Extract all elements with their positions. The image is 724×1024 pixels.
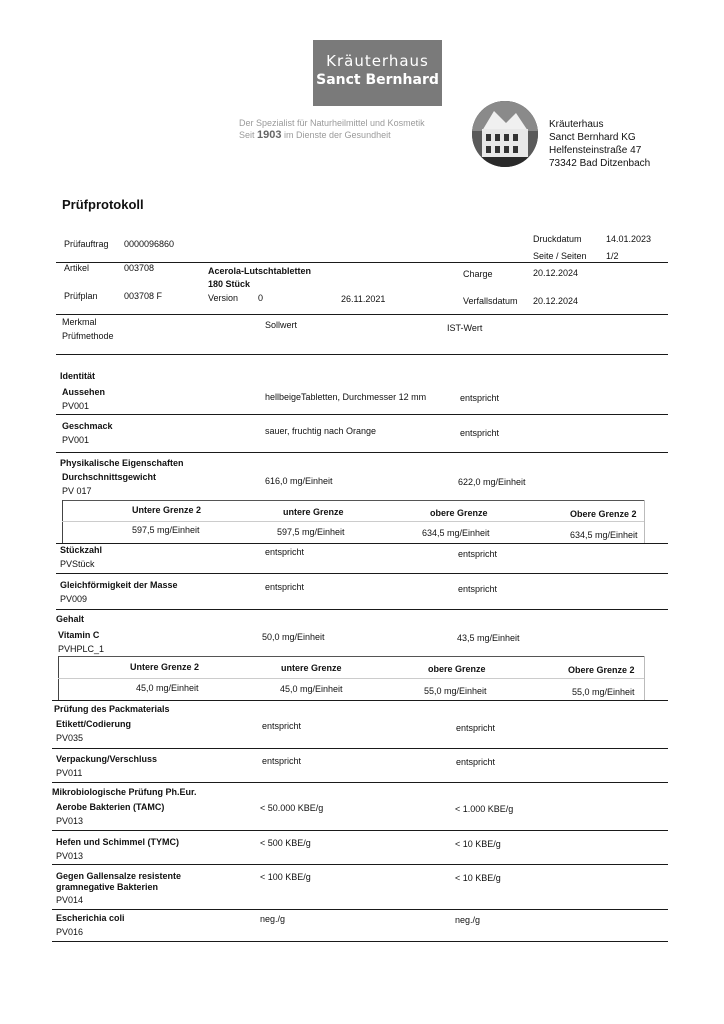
limits-vitc-v1: 45,0 mg/Einheit: [136, 683, 199, 693]
etikett-ist: entspricht: [456, 723, 496, 733]
geschmack-ist: entspricht: [460, 428, 500, 438]
gleichfoermigkeit-method: PV009: [60, 594, 88, 604]
tagline-line-1: Der Spezialist für Naturheilmittel und Kosmetik: [239, 118, 425, 128]
tymc-name: Hefen und Schimmel (TYMC): [56, 837, 180, 847]
product-name-2: 180 Stück: [208, 279, 251, 289]
gleichfoermigkeit-soll: entspricht: [265, 582, 305, 592]
charge-value: 20.12.2024: [533, 268, 579, 278]
vitamin-c-soll: 50,0 mg/Einheit: [262, 632, 325, 642]
tagline-line-2: [239, 129, 391, 141]
logo-line-1: Kräuterhaus: [326, 52, 429, 70]
stueckzahl-ist: entspricht: [458, 549, 498, 559]
tamc-method: PV013: [56, 816, 84, 826]
limits-gewicht-v1: 597,5 mg/Einheit: [132, 525, 200, 535]
divider-gleichfoermigkeit: [56, 609, 668, 610]
tagline-year: 1903: [257, 129, 282, 141]
limits-vitc-mid: [58, 678, 644, 679]
ecoli-method: PV016: [56, 927, 84, 937]
tymc-ist: < 10 KBE/g: [455, 839, 501, 849]
divider-aussehen: [56, 414, 668, 415]
limits-gewicht-v2: 597,5 mg/Einheit: [277, 527, 345, 537]
ecoli-name: Escherichia coli: [56, 913, 125, 923]
aussehen-soll: hellbeigeTabletten, Durchmesser 12 mm: [265, 392, 427, 402]
version-date: 26.11.2021: [341, 294, 386, 304]
etikett-name: Etikett/Codierung: [56, 719, 132, 729]
gleichfoermigkeit-name: Gleichförmigkeit der Masse: [60, 580, 178, 590]
tymc-method: PV013: [56, 851, 84, 861]
limits-vitc-h1: Untere Grenze 2: [130, 662, 200, 672]
limits-gewicht-h4: Obere Grenze 2: [570, 509, 637, 519]
divider-header-3: [56, 354, 668, 355]
geschmack-soll: sauer, fruchtig nach Orange: [265, 426, 377, 436]
section-packmaterial: Prüfung des Packmaterials: [54, 704, 170, 714]
company-name-1: Kräuterhaus: [549, 119, 604, 130]
limits-vitc-h3: obere Grenze: [428, 664, 486, 674]
pruefauftrag-value: 0000096860: [124, 239, 175, 249]
section-identitaet: Identität: [60, 371, 95, 381]
section-gehalt: Gehalt: [56, 614, 85, 624]
verpackung-name: Verpackung/Verschluss: [56, 754, 158, 764]
limits-vitc-top: [58, 656, 644, 657]
vitamin-c-name: Vitamin C: [58, 630, 100, 640]
limits-gewicht-h3: obere Grenze: [430, 508, 488, 518]
limits-vitc-h4: Obere Grenze 2: [568, 665, 635, 675]
verpackung-soll: entspricht: [262, 756, 302, 766]
aussehen-ist: entspricht: [460, 393, 500, 403]
col-pruefmethode: Prüfmethode: [62, 331, 114, 341]
divider-header-2: [56, 314, 668, 315]
verfall-value: 20.12.2024: [533, 296, 579, 306]
gewicht-method: PV 017: [62, 486, 92, 496]
ecoli-ist: neg./g: [455, 915, 481, 925]
galle-name-1: Gegen Gallensalze resistente: [56, 871, 182, 881]
limits-gewicht-h2: untere Grenze: [283, 507, 344, 517]
company-address: [549, 118, 650, 170]
druckdatum-value: 14.01.2023: [606, 234, 652, 244]
col-istwert: IST-Wert: [447, 323, 483, 333]
gewicht-soll: 616,0 mg/Einheit: [265, 476, 333, 486]
etikett-soll: entspricht: [262, 721, 302, 731]
artikel-value: 003708: [124, 263, 155, 273]
geschmack-name: Geschmack: [62, 421, 113, 431]
divider-geschmack: [56, 452, 668, 453]
building-photo: [472, 101, 538, 167]
seite-label: Seite / Seiten: [533, 251, 587, 261]
tagline-seit: Seit: [239, 130, 255, 140]
company-name-2: Sanct Bernhard KG: [549, 132, 636, 143]
limits-gewicht-mid: [62, 521, 644, 522]
product-name-1: Acerola-Lutschtabletten: [208, 266, 312, 276]
druckdatum-label: Druckdatum: [533, 234, 582, 244]
divider-etikett: [52, 748, 668, 749]
pruefauftrag-label: Prüfauftrag: [64, 239, 109, 249]
version-label: Version: [208, 293, 239, 303]
tamc-soll: < 50.000 KBE/g: [260, 803, 324, 813]
tymc-soll: < 500 KBE/g: [260, 838, 311, 848]
gleichfoermigkeit-ist: entspricht: [458, 584, 498, 594]
limits-vitc-v3: 55,0 mg/Einheit: [424, 686, 487, 696]
ecoli-soll: neg./g: [260, 914, 286, 924]
divider-tamc: [52, 830, 668, 831]
col-sollwert: Sollwert: [265, 320, 298, 330]
divider-gewicht: [56, 543, 668, 544]
vitamin-c-ist: 43,5 mg/Einheit: [457, 633, 520, 643]
gewicht-ist: 622,0 mg/Einheit: [458, 477, 526, 487]
artikel-label: Artikel: [64, 263, 90, 273]
stueckzahl-name: Stückzahl: [60, 545, 103, 555]
limits-gewicht-top: [62, 500, 644, 501]
limits-gewicht-left: [62, 500, 63, 544]
verpackung-ist: entspricht: [456, 757, 496, 767]
company-logo: [313, 40, 442, 106]
tamc-ist: < 1.000 KBE/g: [455, 804, 514, 814]
galle-name-2: gramnegative Bakterien: [56, 882, 159, 892]
pruefplan-value: 003708 F: [124, 291, 163, 301]
company-street: Helfensteinstraße 47: [549, 145, 642, 156]
limits-vitc-h2: untere Grenze: [281, 663, 342, 673]
pruefplan-label: Prüfplan: [64, 291, 98, 301]
verfall-label: Verfallsdatum: [463, 296, 518, 306]
galle-method: PV014: [56, 895, 84, 905]
divider-ecoli: [52, 941, 668, 942]
version-value: 0: [258, 293, 264, 303]
limits-vitc-v4: 55,0 mg/Einheit: [572, 687, 635, 697]
charge-label: Charge: [463, 269, 493, 279]
vitamin-c-method: PVHPLC_1: [58, 644, 105, 654]
section-physikalisch: Physikalische Eigenschaften: [60, 458, 184, 468]
col-merkmal: Merkmal: [62, 317, 97, 327]
section-mikrobio: Mikrobiologische Prüfung Ph.Eur.: [52, 787, 197, 797]
aussehen-name: Aussehen: [62, 387, 106, 397]
aussehen-method: PV001: [62, 401, 90, 411]
gewicht-name: Durchschnittsgewicht: [62, 472, 157, 482]
divider-vitamin-c: [52, 700, 668, 701]
limits-gewicht-v3: 634,5 mg/Einheit: [422, 528, 490, 538]
geschmack-method: PV001: [62, 435, 90, 445]
galle-soll: < 100 KBE/g: [260, 872, 311, 882]
galle-ist: < 10 KBE/g: [455, 873, 501, 883]
stueckzahl-soll: entspricht: [265, 547, 305, 557]
limits-gewicht-right: [644, 500, 645, 544]
tamc-name: Aerobe Bakterien (TAMC): [56, 802, 165, 812]
limits-vitc-v2: 45,0 mg/Einheit: [280, 684, 343, 694]
divider-galle: [52, 909, 668, 910]
logo-line-2: Sanct Bernhard: [316, 72, 439, 88]
divider-tymc: [52, 864, 668, 865]
limits-gewicht-h1: Untere Grenze 2: [132, 505, 202, 515]
limits-vitc-right: [644, 656, 645, 700]
divider-stueckzahl: [56, 573, 668, 574]
tagline-rest: im Dienste der Gesundheit: [284, 130, 391, 140]
seite-value: 1/2: [606, 251, 619, 261]
limits-gewicht-v4: 634,5 mg/Einheit: [570, 530, 638, 540]
divider-verpackung: [52, 782, 668, 783]
document-title: Prüfprotokoll: [62, 197, 144, 212]
stueckzahl-method: PVStück: [60, 559, 95, 569]
verpackung-method: PV011: [56, 768, 83, 778]
etikett-method: PV035: [56, 733, 84, 743]
company-city: 73342 Bad Ditzenbach: [549, 158, 651, 169]
